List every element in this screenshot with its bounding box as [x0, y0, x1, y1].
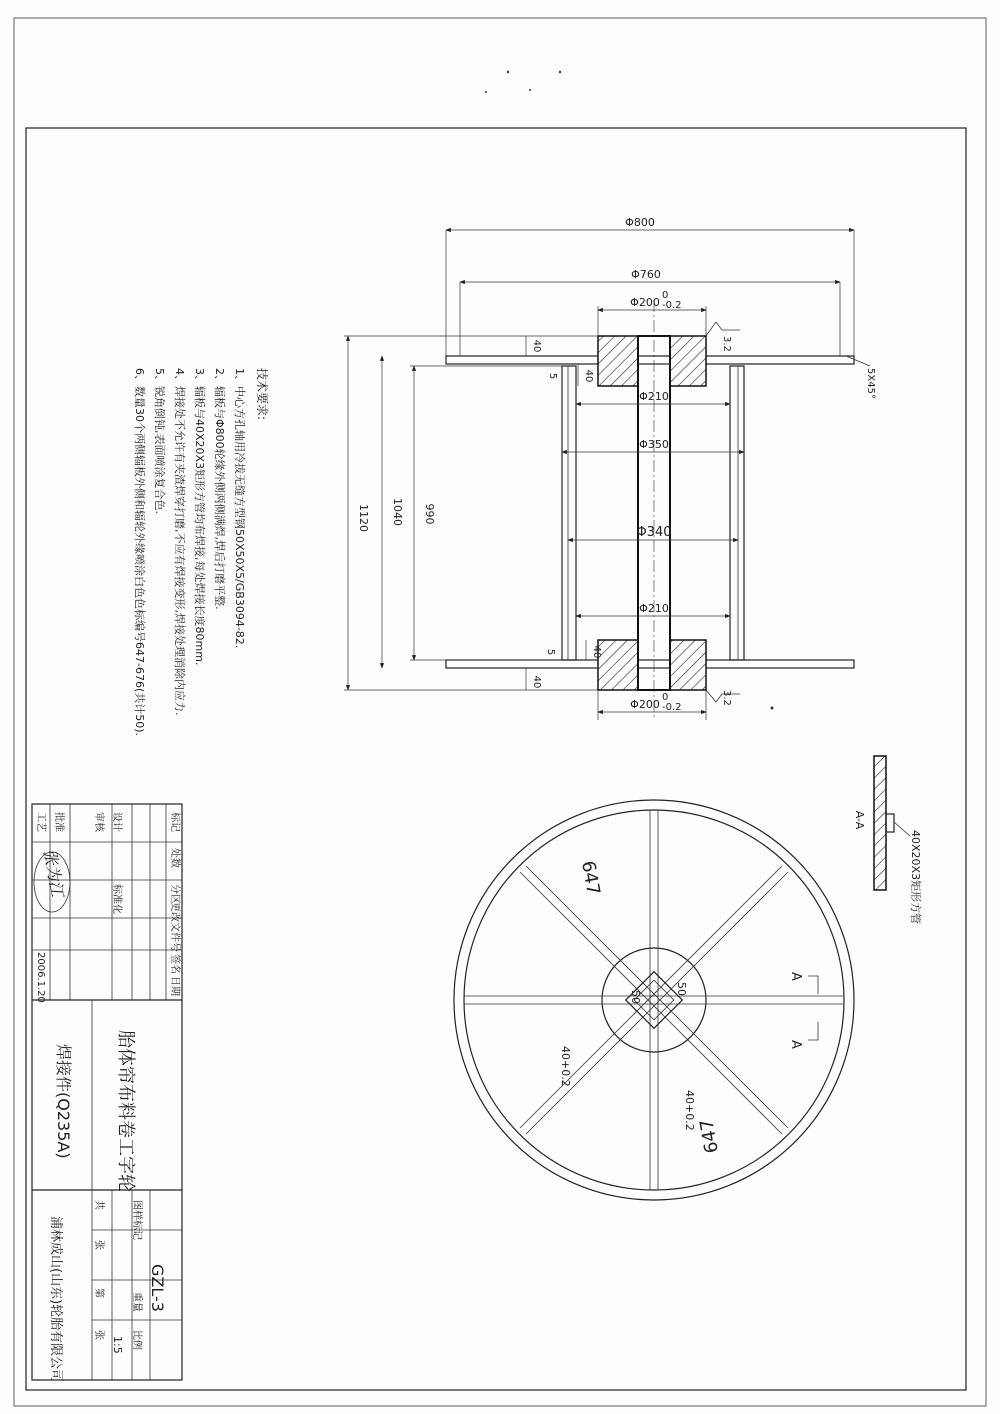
- tb-date: 2006.1.20: [35, 952, 46, 1003]
- side-section-view: [344, 216, 876, 720]
- rim-inner: [464, 810, 844, 1190]
- dim-40-bot-left: 40: [591, 645, 602, 659]
- tech-item-2: 2、辐板与Φ800轮缘外侧两侧满焊,焊后打磨平整.: [213, 368, 226, 610]
- section-label: A-A: [853, 810, 866, 830]
- inner-border: [26, 128, 966, 1390]
- dim-340: Φ340: [636, 525, 672, 540]
- spoke-d2b: [526, 872, 788, 1134]
- dim-40-top-right: 40: [583, 369, 594, 383]
- tb-header-2: 分区: [169, 884, 180, 904]
- part-name: 胎体帘布料卷工字轮: [115, 1030, 136, 1192]
- dim-210-bottom: Φ210: [639, 602, 669, 615]
- chamfer-note: 5X45°: [865, 368, 876, 399]
- dim-40-top-left: 40: [531, 339, 542, 353]
- title-block: [32, 804, 182, 1382]
- dim-1040: 1040: [391, 498, 404, 526]
- dim-40-bot-right: 40: [531, 675, 542, 689]
- section-tube-spec: 40X20X3矩形方管: [909, 830, 922, 925]
- hub-bottom-right: [670, 640, 706, 690]
- tol-lower-top: -0.2: [662, 300, 682, 311]
- tb-weight-label: 重量: [131, 1292, 142, 1312]
- tube-dim-b: 40+0.2: [683, 1090, 696, 1131]
- roughness-top: 3.2: [721, 336, 732, 352]
- tb-sheet-word: 张: [93, 1240, 104, 1250]
- spoke-label-top: 647: [577, 859, 604, 897]
- cut-marker-2: [808, 1022, 818, 1040]
- cut-label-1: A: [788, 972, 803, 981]
- hub-circle: [602, 948, 706, 1052]
- tb-role-0: 设计: [111, 812, 122, 832]
- dim-200-top: Φ200: [630, 296, 660, 309]
- tb-scale: 1:5: [111, 1336, 124, 1354]
- hub-top-left: [598, 336, 638, 386]
- tb-role-4: 批准: [53, 812, 64, 832]
- dim-800: Φ800: [625, 216, 655, 229]
- dim-1120: 1120: [357, 504, 370, 532]
- left-flange-top: [446, 356, 854, 364]
- tb-sheet-total: 共: [93, 1200, 104, 1210]
- tol-upper-top: 0: [662, 290, 669, 301]
- tol-upper-bottom: 0: [662, 692, 669, 703]
- tb-stage-label: 图样标记: [131, 1200, 142, 1240]
- dim-760: Φ760: [631, 268, 661, 281]
- tech-requirements: [133, 368, 270, 736]
- tb-role-2: 工艺: [35, 812, 46, 832]
- spoke-d1a: [520, 872, 782, 1134]
- material: 焊接件(Q235A): [54, 1044, 73, 1159]
- outer-frame: [14, 18, 986, 1406]
- spoke-d1b: [526, 866, 788, 1128]
- barrel-left: [562, 366, 576, 660]
- section-profile: [874, 756, 886, 890]
- dim-5-top: 5: [547, 372, 558, 380]
- spoke-d2a: [520, 866, 782, 1128]
- section-leader: [894, 822, 910, 836]
- tol-lower-bottom: -0.2: [662, 702, 682, 713]
- tb-header-1: 处数: [169, 848, 180, 868]
- roughness-bottom: 3.2: [721, 690, 732, 706]
- tech-item-3: 3、辐板与40X20X3矩形方管均布焊接,每处焊接长度80mm.: [193, 368, 206, 666]
- dim-200-bottom: Φ200: [630, 698, 660, 711]
- tb-role-1: 审核: [93, 812, 104, 832]
- tb-header-4: 签名: [169, 954, 180, 974]
- hub-bottom-left: [598, 640, 638, 690]
- section-tube: [886, 814, 894, 832]
- tb-header-0: 标记: [169, 812, 180, 832]
- tb-role-3: 标准化: [111, 884, 122, 914]
- tube-dim-a: 40+0.2: [559, 1046, 572, 1087]
- dim-350: Φ350: [639, 438, 669, 451]
- company: 浦林成山(山东)轮胎有限公司: [48, 1216, 63, 1383]
- cut-marker-1: [808, 976, 818, 994]
- drawing-no: GZL-3: [148, 1264, 167, 1312]
- square-dim-b: 50: [675, 982, 688, 996]
- rim-outer: [454, 800, 854, 1200]
- tb-header-3: 更改文件号: [169, 902, 180, 952]
- tb-header-5: 日期: [169, 976, 180, 996]
- tech-item-6: 6、数量30个两侧辐板外侧和辐轮外缘喷涂白色色标编号647-676(共计50).: [133, 368, 146, 737]
- tb-ratio-label: 比例: [131, 1330, 142, 1350]
- left-flange-bottom: [446, 660, 854, 668]
- dim-990: 990: [423, 503, 436, 525]
- dim-210-top: Φ210: [639, 390, 669, 403]
- section-a-a: [853, 756, 923, 924]
- hub-top-right: [670, 336, 706, 386]
- front-view: [454, 800, 854, 1200]
- dim-5-bottom: 5: [545, 648, 556, 656]
- barrel-right: [730, 366, 744, 660]
- roughness-symbol-top: [706, 322, 740, 336]
- tb-sheet-word2: 张: [93, 1330, 104, 1340]
- square-dim-a: 50: [629, 990, 642, 1004]
- tech-item-4: 4、焊接处不允许有夹渣焊穿打磨,不应有焊接变形,焊接处理消除内应力.: [173, 368, 186, 716]
- tech-item-5: 5、锐角倒钝,表面喷涂复合色.: [153, 368, 166, 514]
- tb-sheet-no: 第: [93, 1288, 104, 1298]
- spoke-label-bottom: 647: [696, 1117, 723, 1155]
- cut-label-2: A: [788, 1040, 803, 1049]
- signature: 张为江: [40, 847, 68, 898]
- tech-title: 技术要求:: [255, 368, 269, 421]
- tech-item-1: 1、中心方孔轴用冷拔无缝方型钢50X50X5/GB3094-82.: [233, 368, 246, 649]
